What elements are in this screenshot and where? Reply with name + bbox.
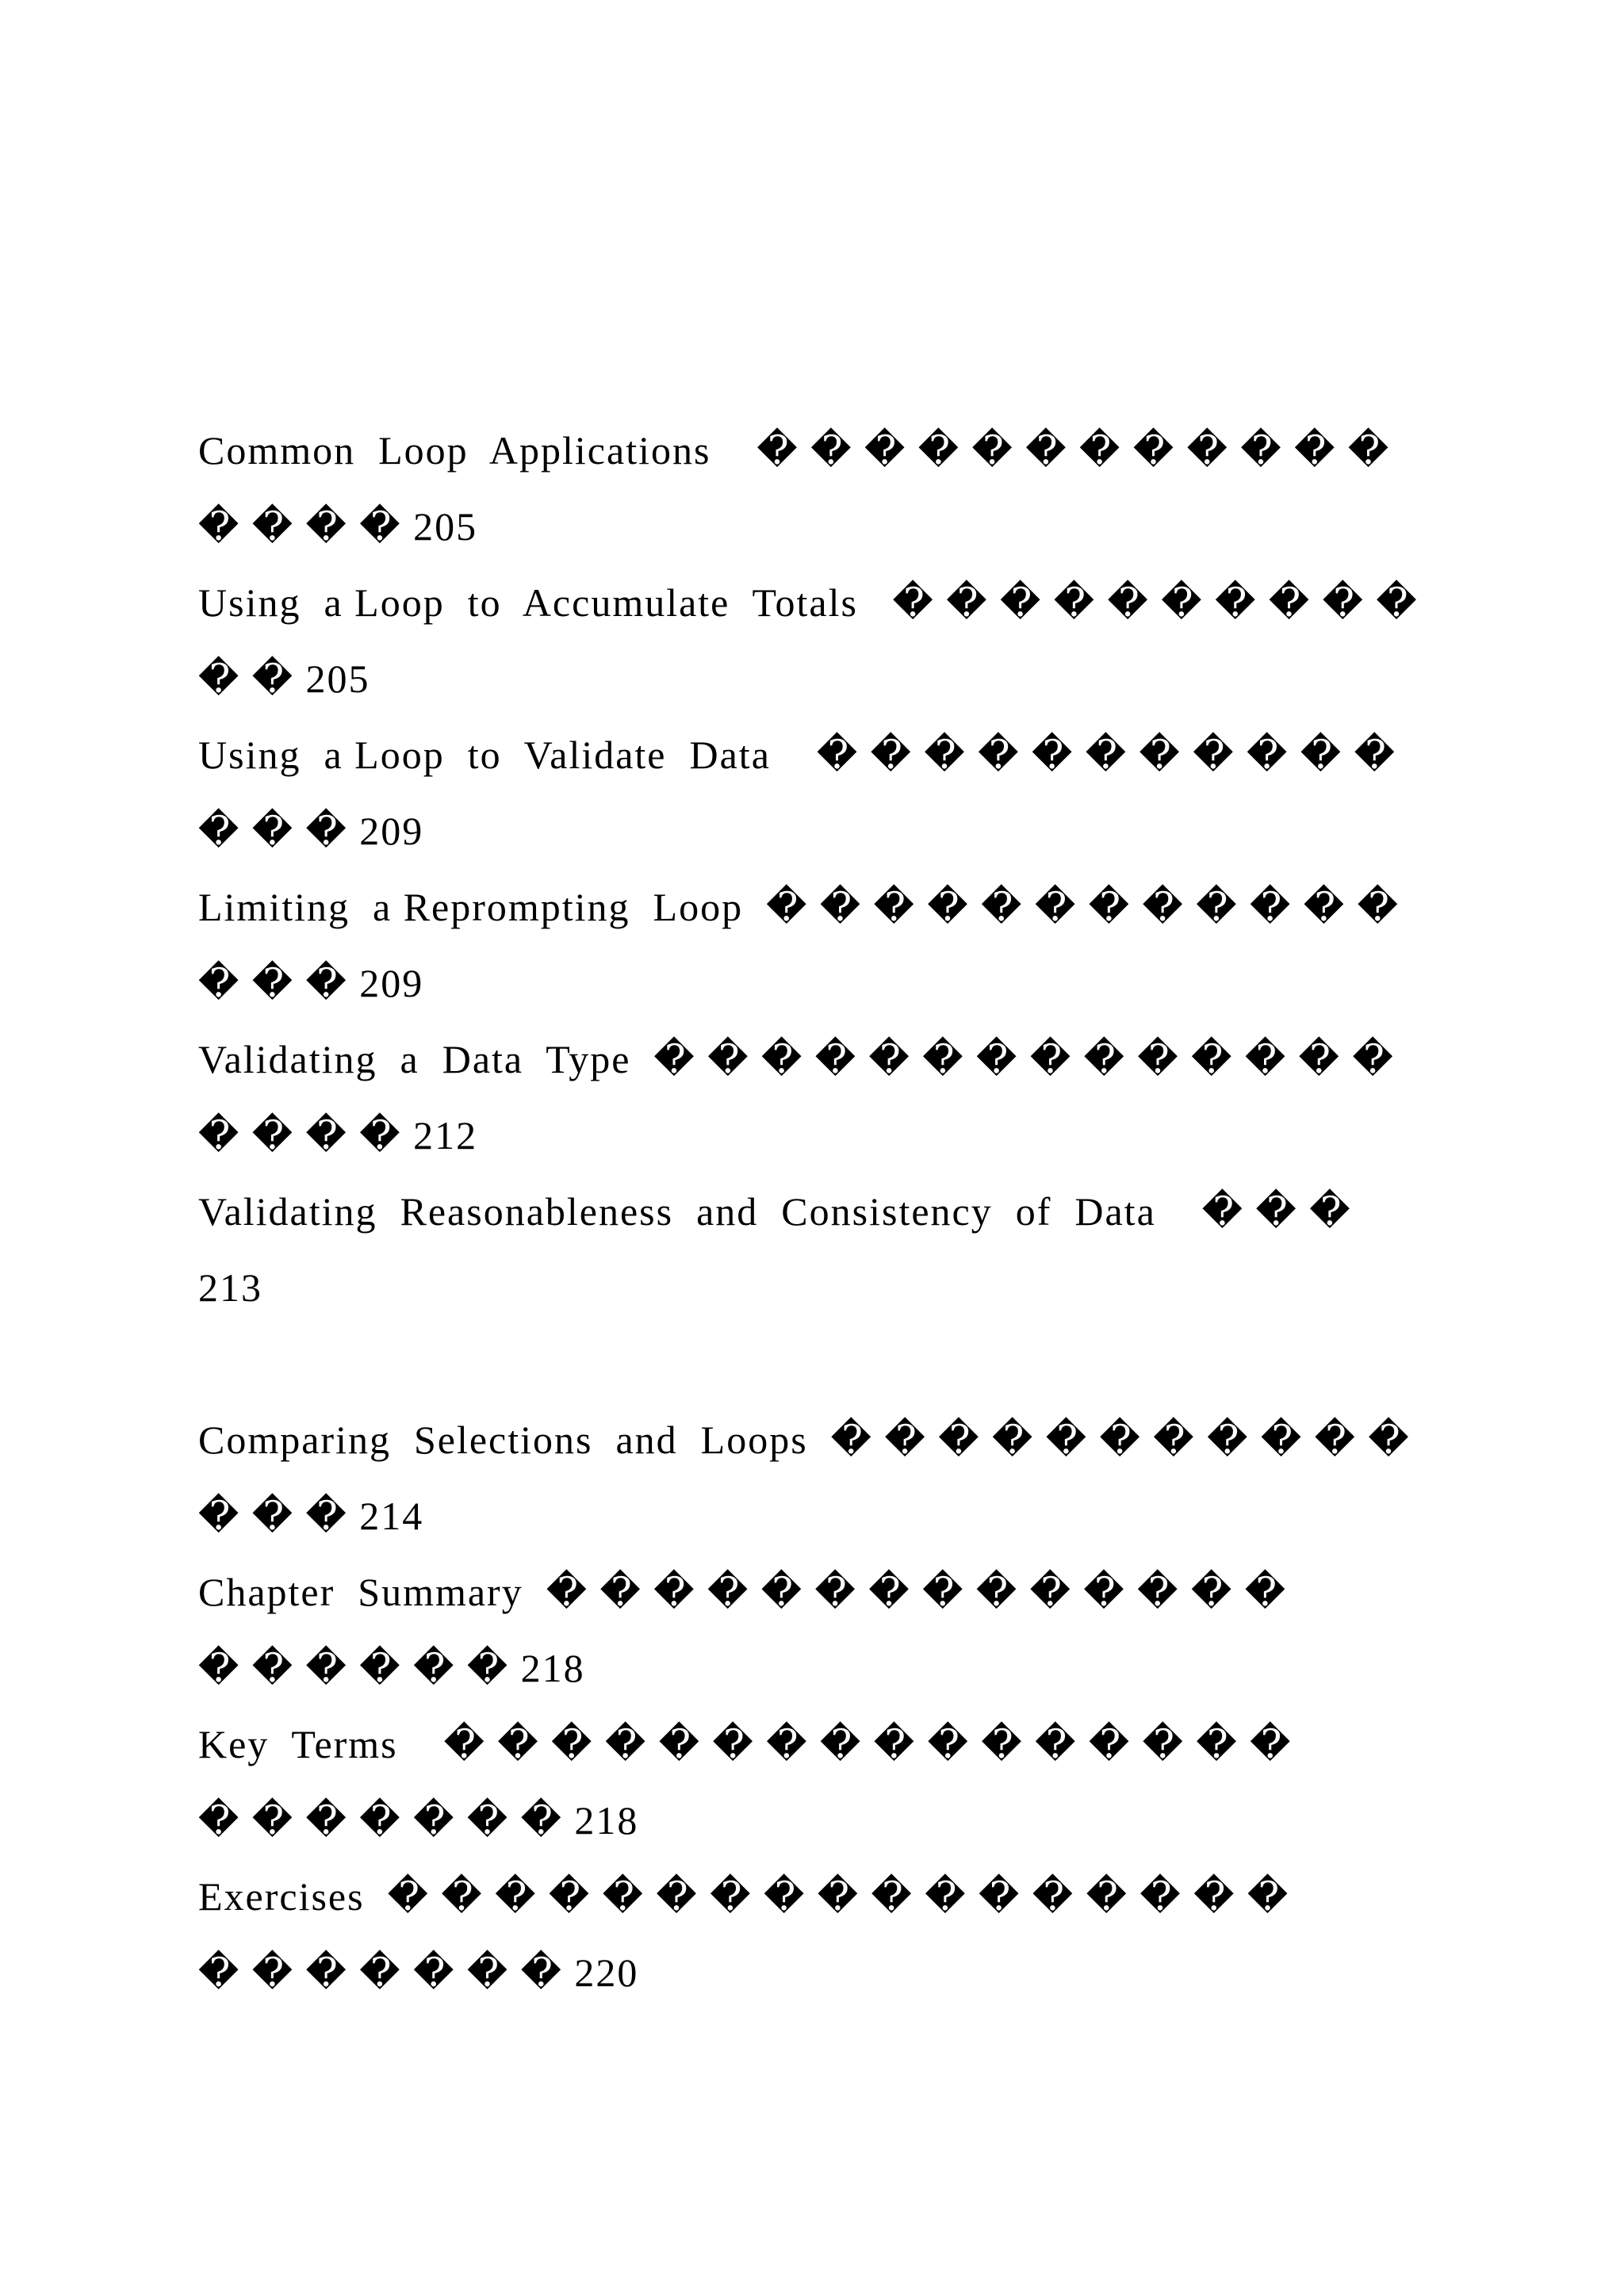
toc-entry-title: Comparing Selections and Loops � � � � � � � � � � � — [198, 1418, 1411, 1462]
toc-entry-page: � � � � � � � 220 — [198, 1950, 639, 1995]
toc-entry-title: Common Loop Applications � � � � � � � � � � � � — [198, 428, 1391, 473]
toc-entry-page: � � � 209 — [198, 961, 424, 1005]
toc-entry-comparing-selections-loops — [198, 1402, 1435, 1554]
toc-entry-reprompting-loop — [198, 869, 1435, 1021]
toc-entry-page: � � � � 212 — [198, 1113, 478, 1158]
toc-entry-title: Limiting a Reprompting Loop � � � � � � � � � � � � — [198, 885, 1400, 929]
toc-entry-title: Chapter Summary � � � � � � � � � � � � � � — [198, 1570, 1287, 1614]
toc-entry-title: Using a Loop to Accumulate Totals � � � � � � � � � � — [198, 580, 1419, 625]
toc-entry-page: � � 205 — [198, 656, 370, 701]
toc-entry-title: Validating Reasonableness and Consistency of Data � � � — [198, 1189, 1352, 1234]
toc-entry-chapter-summary — [198, 1554, 1435, 1706]
toc-entry-title: Key Terms � � � � � � � � � � � � � � � � — [198, 1722, 1293, 1766]
toc-entry-page: � � � 214 — [198, 1494, 424, 1538]
toc-entry-page: 213 — [198, 1265, 262, 1310]
toc-entry-validating-data-type — [198, 1021, 1435, 1173]
toc-entry-key-terms — [198, 1706, 1435, 1858]
toc-entry-page: � � � � 205 — [198, 504, 478, 549]
toc-entry-common-loop-applications — [198, 412, 1435, 564]
toc-entry-page: � � � 209 — [198, 809, 424, 853]
toc-entry-exercises — [198, 1858, 1435, 2011]
toc-entry-page: � � � � � � � 218 — [198, 1798, 639, 1843]
toc-entry-title: Validating a Data Type � � � � � � � � � � � � � � — [198, 1037, 1395, 1081]
toc-entry-reasonableness-consistency — [198, 1173, 1435, 1326]
toc-entry-accumulate-totals — [198, 564, 1435, 717]
toc-entry-title: Exercises � � � � � � � � � � � � � � � � � — [198, 1874, 1290, 1919]
toc-entry-title: Using a Loop to Validate Data � � � � � � � � � � � — [198, 733, 1396, 777]
section-spacer — [198, 1326, 1435, 1402]
toc-entry-validate-data — [198, 717, 1435, 869]
toc-entry-page: � � � � � � 218 — [198, 1646, 585, 1690]
table-of-contents — [198, 412, 1435, 2011]
